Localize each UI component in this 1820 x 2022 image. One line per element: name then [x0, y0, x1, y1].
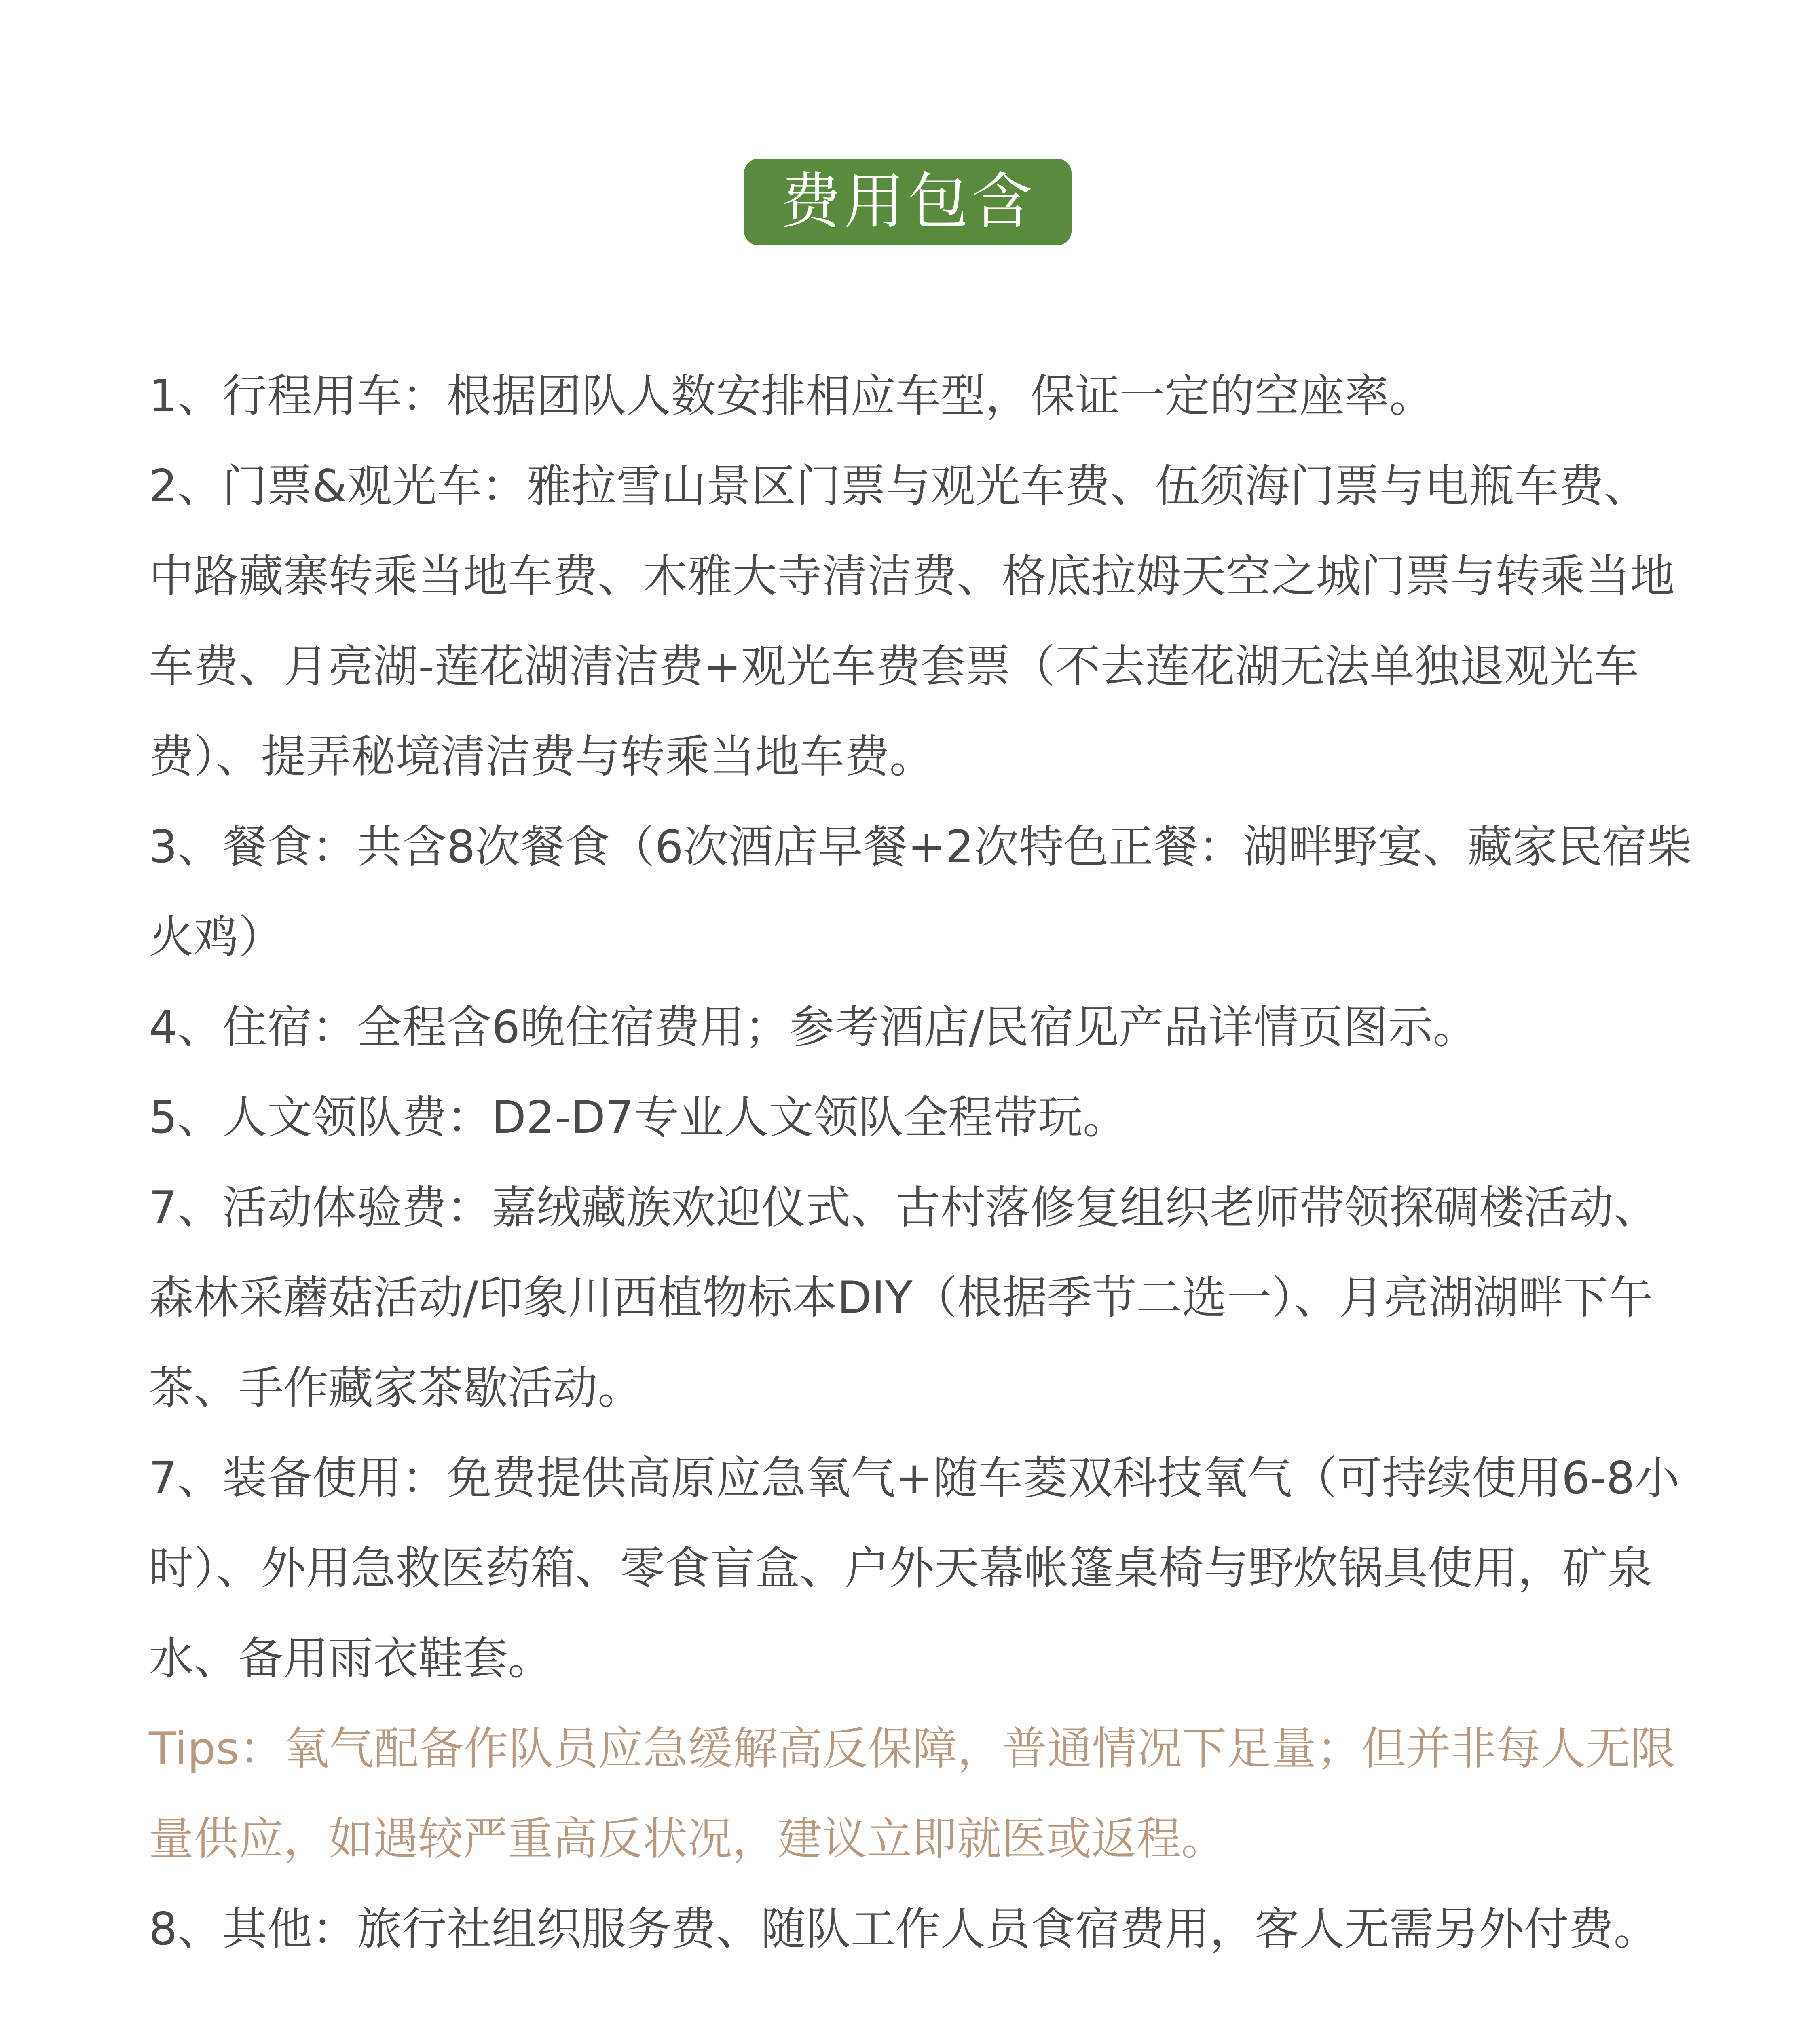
fee-included-heading: 费用包含	[744, 159, 1072, 245]
included-item-guide: 5、人文领队费：D2-D7专业人文领队全程带玩。	[149, 1091, 1128, 1144]
included-item-equipment: 7、装备使用：免费提供高原应急氧气+随车菱双科技氧气（可持续使用6-8小时）、外用急救医药箱、零食盲盒、户外天幕帐篷桌椅与野炊锅具使用，矿泉水、备用雨衣鞋套。	[149, 1452, 1680, 1685]
fee-included-list	[149, 351, 1693, 1974]
included-item-other: 8、其他：旅行社组织服务费、随队工作人员食宿费用，客人无需另外付费。	[149, 1903, 1659, 1955]
included-item-lodging: 4、住宿：全程含6晚住宿费用；参考酒店/民宿见产品详情页图示。	[149, 1001, 1478, 1053]
oxygen-tips: Tips：氧气配备作队员应急缓解高反保障，普通情况下足量；但并非每人无限量供应，如遇较严重高反状况，建议立即就医或返程。	[149, 1723, 1676, 1865]
included-item-meals: 3、餐食：共含8次餐食（6次酒店早餐+2次特色正餐：湖畔野宴、藏家民宿柴火鸡）	[149, 821, 1692, 963]
included-item-activities: 7、活动体验费：嘉绒藏族欢迎仪式、古村落修复组织老师带领探碉楼活动、森林采蘑菇活动/印象川西植物标本DIY（根据季节二选一）、月亮湖湖畔下午茶、手作藏家茶歇活动。	[149, 1182, 1659, 1414]
included-item-vehicle: 1、行程用车：根据团队人数安排相应车型，保证一定的空座率。	[149, 370, 1434, 422]
included-item-tickets: 2、门票&观光车：雅拉雪山景区门票与观光车费、伍须海门票与电瓶车费、中路藏寨转乘当地车费、木雅大寺清洁费、格底拉姆天空之城门票与转乘当地车费、月亮湖-莲花湖清洁费+观光车费套票（不去莲花湖无法单独退观光车费）、提弄秘境清洁费与转乘当地车费。	[149, 460, 1675, 783]
